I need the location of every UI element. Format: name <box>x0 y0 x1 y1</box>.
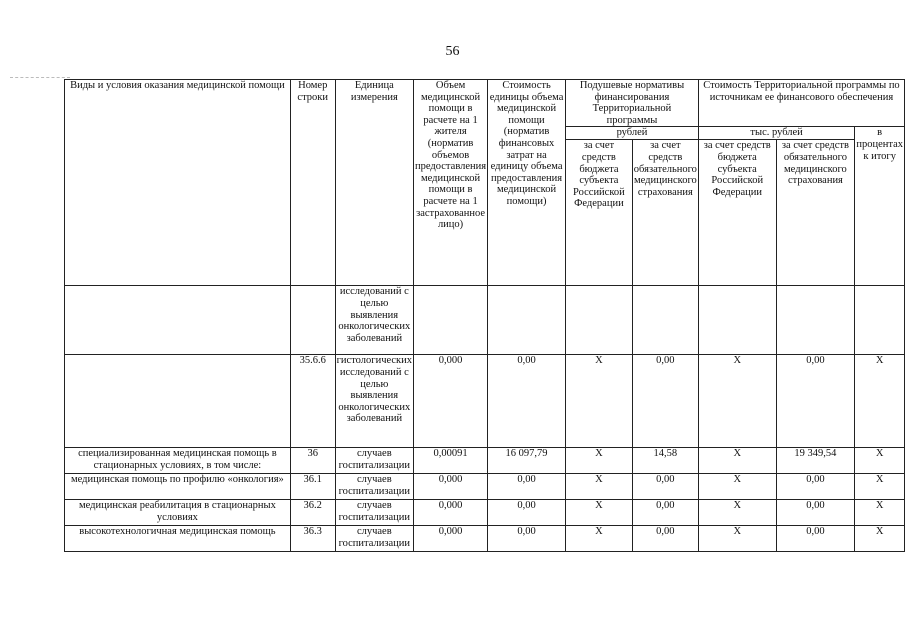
row-cost: 0,00 <box>488 355 566 448</box>
row-volume <box>414 286 488 355</box>
row-kind <box>65 286 291 355</box>
row-total-oms: 0,00 <box>776 474 855 500</box>
table-row <box>65 526 905 552</box>
row-volume: 0,000 <box>414 500 488 526</box>
row-kind: медицинская помощь по профилю «онкология» <box>65 474 291 500</box>
row-total-oms: 19 349,54 <box>776 448 855 474</box>
row-pc-budget <box>566 286 633 355</box>
row-volume: 0,000 <box>414 355 488 448</box>
row-pc-oms: 0,00 <box>632 474 698 500</box>
row-volume: 0,00091 <box>414 448 488 474</box>
header-unit-cost: Стоимость единицы объема медицинской помощи (норматив финансовых затрат на единицу объема предоставления медицинской помощи) <box>488 80 566 286</box>
row-number <box>290 286 335 355</box>
row-pc-oms: 0,00 <box>632 500 698 526</box>
row-pc-oms: 0,00 <box>632 355 698 448</box>
row-kind <box>65 355 291 448</box>
row-unit: случаев госпитализации <box>335 448 413 474</box>
row-pc-oms: 0,00 <box>632 526 698 552</box>
row-total-budget: X <box>698 500 776 526</box>
row-pc-oms: 14,58 <box>632 448 698 474</box>
row-percent: X <box>855 526 905 552</box>
row-number: 36.3 <box>290 526 335 552</box>
row-total-oms <box>776 286 855 355</box>
row-pc-budget: X <box>566 500 633 526</box>
row-cost: 0,00 <box>488 474 566 500</box>
row-percent: X <box>855 355 905 448</box>
row-unit: случаев госпитализации <box>335 500 413 526</box>
header-cost-budget: за счет средств бюджета субъекта Российской Федерации <box>698 140 776 286</box>
row-kind: высокотехнологичная медицинская помощь <box>65 526 291 552</box>
header-row-number: Номер строки <box>290 80 335 286</box>
row-percent: X <box>855 500 905 526</box>
row-total-budget: X <box>698 355 776 448</box>
header-per-capita-group: Подушевые нормативы финансирования Территориальной программы <box>566 80 699 127</box>
financing-table <box>64 79 905 552</box>
table-row <box>65 448 905 474</box>
header-unit: Единица измерения <box>335 80 413 286</box>
row-pc-budget: X <box>566 355 633 448</box>
row-pc-budget: X <box>566 474 633 500</box>
row-percent <box>855 286 905 355</box>
row-cost <box>488 286 566 355</box>
table-row <box>65 286 905 355</box>
header-program-cost-unit: тыс. рублей <box>698 127 854 140</box>
row-total-budget: X <box>698 526 776 552</box>
row-unit: исследований с целью выявления онкологических заболеваний <box>335 286 413 355</box>
row-pc-budget: X <box>566 448 633 474</box>
header-cost-oms: за счет средств обязательного медицинского страхования <box>776 140 855 286</box>
row-total-budget <box>698 286 776 355</box>
header-per-capita-budget: за счет средств бюджета субъекта Российской Федерации <box>566 140 633 286</box>
table-row <box>65 355 905 448</box>
table-row <box>65 500 905 526</box>
row-total-oms: 0,00 <box>776 355 855 448</box>
row-volume: 0,000 <box>414 474 488 500</box>
row-total-budget: X <box>698 448 776 474</box>
row-unit: случаев госпитализации <box>335 526 413 552</box>
header-kind: Виды и условия оказания медицинской помощи <box>65 80 291 286</box>
header-percent: в процентах к итогу <box>855 127 905 286</box>
row-unit: случаев госпитализации <box>335 474 413 500</box>
row-cost: 0,00 <box>488 500 566 526</box>
row-number: 36.2 <box>290 500 335 526</box>
row-pc-budget: X <box>566 526 633 552</box>
row-total-oms: 0,00 <box>776 500 855 526</box>
row-pc-oms <box>632 286 698 355</box>
header-program-cost-group: Стоимость Территориальной программы по источникам ее финансового обеспечения <box>698 80 904 127</box>
row-number: 35.6.6 <box>290 355 335 448</box>
page-number: 56 <box>445 44 460 59</box>
row-total-budget: X <box>698 474 776 500</box>
row-cost: 0,00 <box>488 526 566 552</box>
row-unit: гистологических исследований с целью выявления онкологических заболеваний <box>335 355 413 448</box>
header-volume: Объем медицинской помощи в расчете на 1 жителя (норматив объемов предоставления медицинской помощи в расчете на 1 застрахованное лицо) <box>414 80 488 286</box>
row-percent: X <box>855 474 905 500</box>
row-total-oms: 0,00 <box>776 526 855 552</box>
row-kind: специализированная медицинская помощь в стационарных условиях, в том числе: <box>65 448 291 474</box>
table-row <box>65 474 905 500</box>
row-kind: медицинская реабилитация в стационарных условиях <box>65 500 291 526</box>
row-number: 36.1 <box>290 474 335 500</box>
row-number: 36 <box>290 448 335 474</box>
row-percent: X <box>855 448 905 474</box>
row-cost: 16 097,79 <box>488 448 566 474</box>
header-per-capita-unit: рублей <box>566 127 699 140</box>
row-volume: 0,000 <box>414 526 488 552</box>
header-per-capita-oms: за счет средств обязательного медицинского страхования <box>632 140 698 286</box>
scan-artifact <box>10 77 70 79</box>
